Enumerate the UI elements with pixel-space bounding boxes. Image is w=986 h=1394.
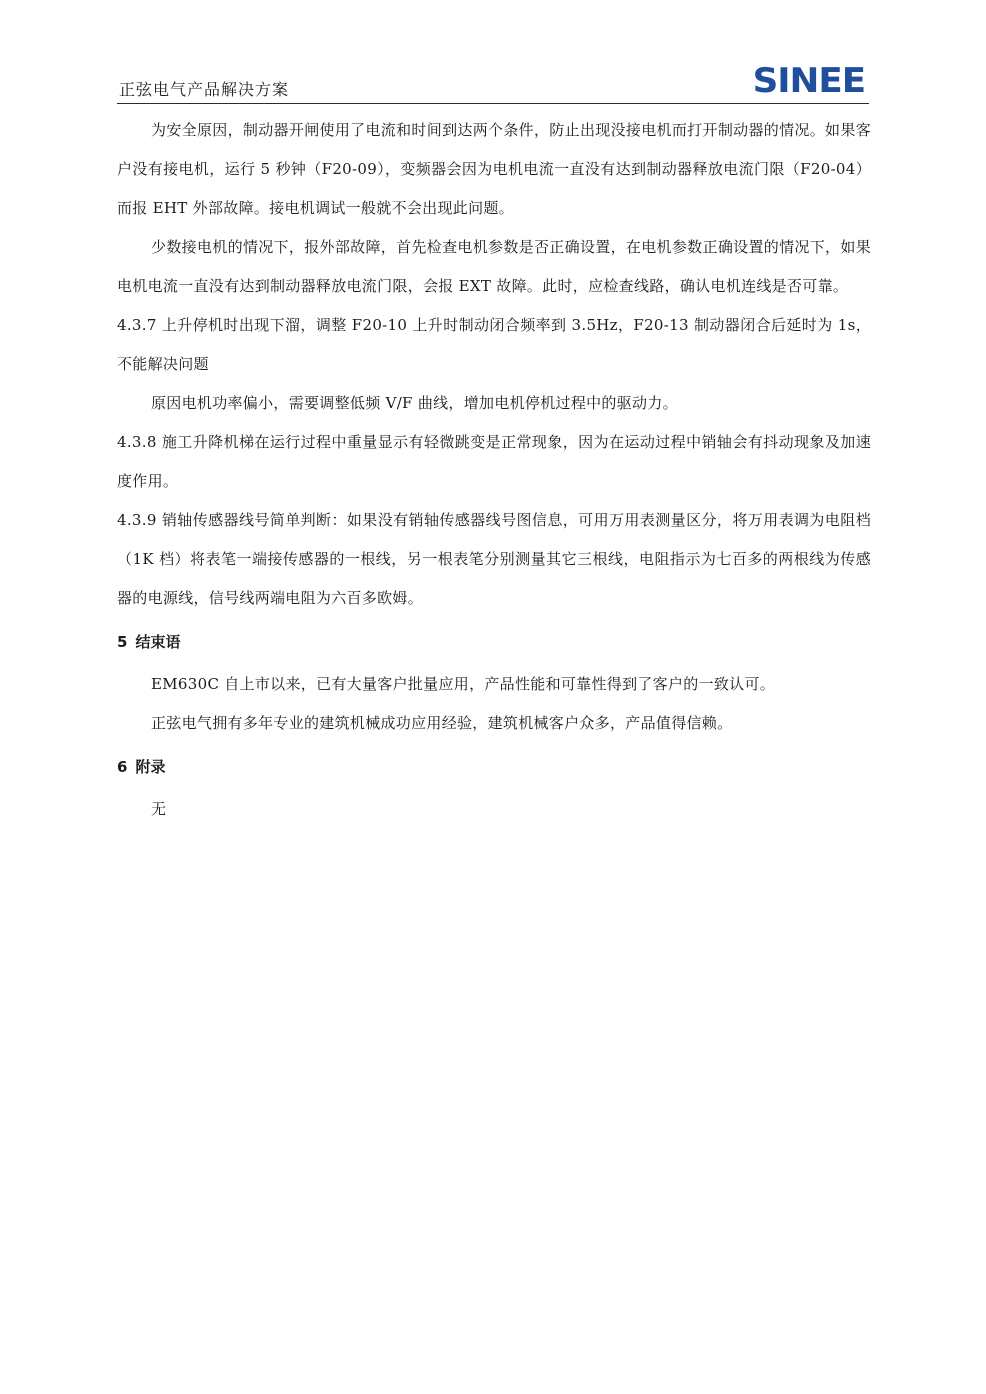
item-4-3-7-title: 4.3.7 上升停机时出现下溜，调整 F20-10 上升时制动闭合频率到 3.5Hz，F20-13 制动器闭合后延时为 1s，不能解决问题	[117, 316, 871, 373]
section-6-paragraph: 无	[151, 800, 167, 818]
sinee-logo: SINEE	[752, 61, 865, 101]
section-6-title: 附录	[135, 758, 166, 776]
item-4-3-7-body: 原因电机功率偏小，需要调整低频 V/F 曲线，增加电机停机过程中的驱动力。	[151, 394, 678, 412]
item-4-3-8: 4.3.8 施工升降机梯在运行过程中重量显示有轻微跳变是正常现象，因为在运动过程中销轴会有抖动现象及加速度作用。	[117, 433, 871, 490]
paragraph-brake-safety: 为安全原因，制动器开闸使用了电流和时间到达两个条件，防止出现没接电机而打开制动器的情况。如果客户没有接电机，运行 5 秒钟（F20-09），变频器会因为电机电流一直没有达到制动器释放电流门限（F20-04）而报 EHT 外部故障。接电机调试一般就不会出现此问题。	[117, 121, 871, 217]
section-6-number: 6	[117, 758, 128, 776]
section-5-heading	[117, 622, 871, 662]
section-5-paragraph-2: 正弦电气拥有多年专业的建筑机械成功应用经验，建筑机械客户众多，产品值得信赖。	[151, 714, 733, 732]
section-5-title: 结束语	[135, 633, 181, 651]
document-body	[117, 111, 871, 829]
section-5-number: 5	[117, 633, 128, 651]
item-4-3-9: 4.3.9 销轴传感器线号简单判断：如果没有销轴传感器线号图信息，可用万用表测量区分，将万用表调为电阻档（1K 档）将表笔一端接传感器的一根线，另一根表笔分别测量其它三根线，电阻指示为七百多的两根线为传感器的电源线，信号线两端电阻为六百多欧姆。	[117, 511, 871, 607]
header-divider	[117, 103, 869, 104]
header-title: 正弦电气产品解决方案	[119, 80, 290, 99]
section-6-heading	[117, 747, 871, 787]
page-header	[117, 60, 869, 104]
section-5-paragraph-1: EM630C 自上市以来，已有大量客户批量应用，产品性能和可靠性得到了客户的一致认可。	[151, 675, 776, 693]
paragraph-external-fault: 少数接电机的情况下，报外部故障，首先检查电机参数是否正确设置，在电机参数正确设置的情况下，如果电机电流一直没有达到制动器释放电流门限，会报 EXT 故障。此时，应检查线路，确认电机连线是否可靠。	[117, 238, 871, 295]
